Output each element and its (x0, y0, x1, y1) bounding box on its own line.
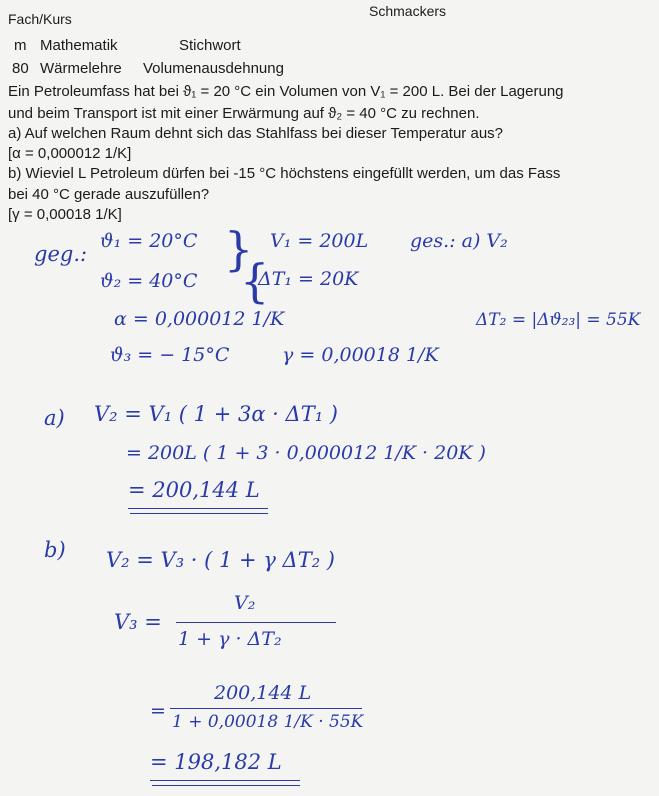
given-delta-t1: ΔT₁ = 20K (258, 268, 359, 290)
brace-right-icon: { (240, 254, 270, 308)
topic: Wärmelehre (40, 60, 122, 77)
problem-line-7: [γ = 0,00018 1/K] (8, 206, 122, 223)
part-b-fraction-2-denominator: 1 + 0,00018 1/K · 55K (172, 712, 364, 732)
given-alpha: α = 0,000012 1/K (114, 308, 285, 330)
problem-line-5: b) Wieviel L Petroleum dürfen bei -15 °C höchstens eingefüllt werden, um das Fass (8, 165, 561, 182)
part-a-underline-2 (130, 513, 268, 514)
part-b-v3-label: V₃ = (114, 610, 162, 634)
part-b-formula: V₂ = V₃ · ( 1 + γ ΔT₂ ) (106, 548, 336, 572)
part-b-fraction-1-denominator: 1 + γ · ΔT₂ (178, 628, 282, 650)
problem-line-3: a) Auf welchen Raum dehnt sich das Stahlfass bei dieser Temperatur aus? (8, 125, 503, 142)
given-gamma: γ = 0,00018 1/K (282, 344, 439, 366)
fach-label: Fach/Kurs (8, 11, 72, 27)
part-b-underline-2 (152, 785, 300, 786)
sought-label: ges.: a) V₂ (410, 230, 508, 252)
part-b-fraction-1-bar (176, 622, 336, 623)
problem-number: 80 (12, 60, 29, 77)
part-b-fraction-2-bar (170, 708, 362, 709)
keyword: Volumenausdehnung (143, 60, 284, 77)
given-temp-2: ϑ₂ = 40°C (100, 270, 198, 292)
part-b-equals: = (150, 700, 166, 722)
problem-line-2: und beim Transport ist mit einer Erwärmung auf ϑ₂ = 40 °C zu rechnen. (8, 105, 480, 122)
subject: Mathematik (40, 37, 118, 54)
brace-left-icon: } (224, 222, 254, 276)
problem-line-4: [α = 0,000012 1/K] (8, 145, 132, 162)
part-b-fraction-1-numerator: V₂ (234, 592, 256, 614)
part-b-label: b) (44, 538, 66, 562)
problem-line-1: Ein Petroleumfass hat bei ϑ₁ = 20 °C ein Volumen von V₁ = 200 L. Bei der Lagerung (8, 83, 564, 100)
stichwort-label: Stichwort (179, 37, 241, 54)
part-b-underline-1 (150, 780, 300, 781)
part-b-fraction-2-numerator: 200,144 L (214, 682, 312, 704)
given-label: geg.: (34, 242, 88, 266)
part-a-formula: V₂ = V₁ ( 1 + 3α · ΔT₁ ) (94, 402, 338, 426)
problem-line-6: bei 40 °C gerade auszufüllen? (8, 186, 210, 203)
part-b-result: = 198,182 L (150, 750, 282, 774)
part-a-substitution: = 200L ( 1 + 3 · 0,000012 1/K · 20K ) (126, 442, 486, 464)
part-a-underline-1 (128, 508, 268, 509)
course-code: m (14, 37, 27, 54)
part-a-result: = 200,144 L (128, 478, 260, 502)
given-delta-t2: ΔT₂ = |Δϑ₂₃| = 55K (476, 310, 641, 330)
part-a-label: a) (44, 406, 65, 430)
author-name: Schmackers (369, 3, 447, 19)
given-temp-1: ϑ₁ = 20°C (100, 230, 198, 252)
given-volume-1: V₁ = 200L (270, 230, 369, 252)
given-temp-3: ϑ₃ = − 15°C (110, 344, 230, 366)
